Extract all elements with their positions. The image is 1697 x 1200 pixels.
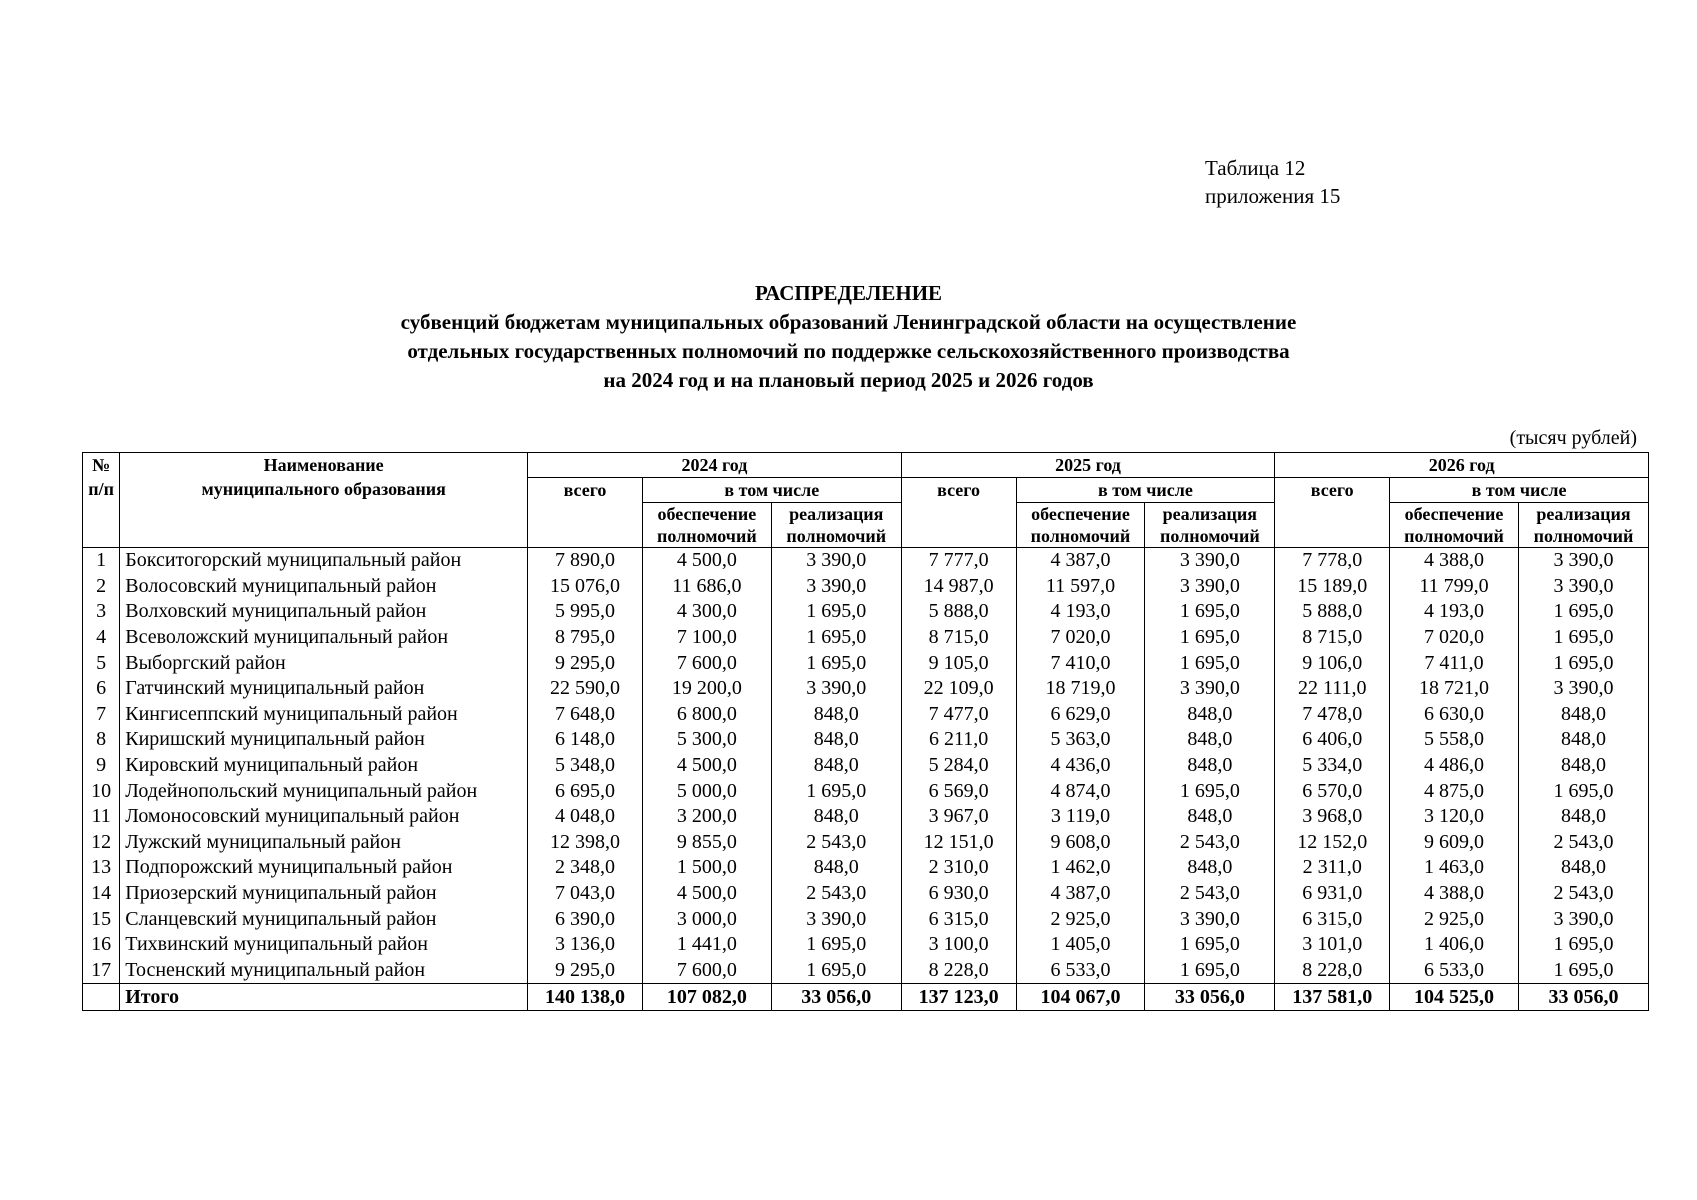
row-value-cell: 5 000,0 [642,778,771,804]
row-value-cell: 12 398,0 [528,830,643,856]
row-number: 13 [83,855,120,881]
row-value-cell: 18 721,0 [1390,676,1519,702]
table-row [83,932,1649,958]
row-number: 14 [83,881,120,907]
row-value-cell: 7 020,0 [1390,625,1519,651]
row-value-cell: 6 390,0 [528,906,643,932]
row-value-cell: 1 500,0 [642,855,771,881]
row-value-cell: 4 387,0 [1016,548,1145,574]
row-value-cell: 4 387,0 [1016,881,1145,907]
total-value-cell: 137 581,0 [1275,984,1390,1011]
row-value-cell: 848,0 [771,855,901,881]
table-body [83,548,1649,1011]
row-value-cell: 1 695,0 [771,778,901,804]
row-value-cell: 1 441,0 [642,932,771,958]
header-year-2025: 2025 год [901,453,1275,478]
row-value-cell: 7 477,0 [901,702,1016,728]
row-municipality-name: Выборгский район [120,650,528,676]
row-value-cell: 848,0 [1518,702,1648,728]
header-number: № п/п [83,453,120,548]
row-value-cell: 4 048,0 [528,804,643,830]
row-value-cell: 3 390,0 [771,676,901,702]
row-municipality-name: Всеволожский муниципальный район [120,625,528,651]
row-value-cell: 3 390,0 [771,906,901,932]
row-value-cell: 5 284,0 [901,753,1016,779]
header-total-2025: всего [901,478,1016,548]
table-row [83,727,1649,753]
distribution-table [82,452,1649,1011]
row-value-cell: 5 888,0 [901,599,1016,625]
header-year-2026: 2026 год [1275,453,1649,478]
row-value-cell: 1 695,0 [771,625,901,651]
header-realization-2024: реализация полномочий [771,503,901,548]
row-municipality-name: Тихвинский муниципальный район [120,932,528,958]
table-row [83,855,1649,881]
row-value-cell: 1 695,0 [771,958,901,984]
header-year-2024: 2024 год [528,453,902,478]
row-value-cell: 4 500,0 [642,881,771,907]
row-value-cell: 3 390,0 [1145,906,1275,932]
header-realization-2025: реализация полномочий [1145,503,1275,548]
row-value-cell: 5 334,0 [1275,753,1390,779]
total-row [83,984,1649,1011]
row-value-cell: 3 390,0 [1518,906,1648,932]
row-value-cell: 7 020,0 [1016,625,1145,651]
row-value-cell: 11 686,0 [642,574,771,600]
table-row [83,676,1649,702]
row-municipality-name: Подпорожский муниципальный район [120,855,528,881]
row-value-cell: 3 968,0 [1275,804,1390,830]
row-value-cell: 6 315,0 [901,906,1016,932]
row-municipality-name: Кингисеппский муниципальный район [120,702,528,728]
row-value-cell: 6 629,0 [1016,702,1145,728]
table-row [83,702,1649,728]
table-row [83,574,1649,600]
row-number: 15 [83,906,120,932]
row-value-cell: 6 930,0 [901,881,1016,907]
row-value-cell: 11 597,0 [1016,574,1145,600]
row-value-cell: 6 148,0 [528,727,643,753]
row-value-cell: 2 348,0 [528,855,643,881]
row-value-cell: 8 795,0 [528,625,643,651]
row-value-cell: 7 600,0 [642,650,771,676]
header-provision-2025: обеспечение полномочий [1016,503,1145,548]
row-value-cell: 5 558,0 [1390,727,1519,753]
header-total-2026: всего [1275,478,1390,548]
row-value-cell: 5 363,0 [1016,727,1145,753]
appendix-reference [1205,154,1340,210]
row-value-cell: 848,0 [771,727,901,753]
row-value-cell: 8 715,0 [901,625,1016,651]
total-value-cell: 33 056,0 [1518,984,1648,1011]
row-value-cell: 15 189,0 [1275,574,1390,600]
total-value-cell: 140 138,0 [528,984,643,1011]
row-value-cell: 848,0 [1145,855,1275,881]
row-value-cell: 6 695,0 [528,778,643,804]
row-municipality-name: Киришский муниципальный район [120,727,528,753]
total-value-cell: 104 067,0 [1016,984,1145,1011]
row-value-cell: 19 200,0 [642,676,771,702]
row-value-cell: 3 000,0 [642,906,771,932]
row-value-cell: 9 105,0 [901,650,1016,676]
row-municipality-name: Волосовский муниципальный район [120,574,528,600]
row-value-cell: 1 406,0 [1390,932,1519,958]
row-value-cell: 5 348,0 [528,753,643,779]
row-value-cell: 8 228,0 [901,958,1016,984]
row-value-cell: 6 630,0 [1390,702,1519,728]
table-row [83,830,1649,856]
total-value-cell: 104 525,0 [1390,984,1519,1011]
row-municipality-name: Гатчинский муниципальный район [120,676,528,702]
row-value-cell: 1 463,0 [1390,855,1519,881]
row-value-cell: 3 101,0 [1275,932,1390,958]
row-value-cell: 9 295,0 [528,958,643,984]
row-value-cell: 3 967,0 [901,804,1016,830]
row-value-cell: 1 695,0 [1145,958,1275,984]
row-value-cell: 2 543,0 [1518,881,1648,907]
row-value-cell: 2 310,0 [901,855,1016,881]
row-value-cell: 8 715,0 [1275,625,1390,651]
row-municipality-name: Ломоносовский муниципальный район [120,804,528,830]
row-value-cell: 6 569,0 [901,778,1016,804]
row-value-cell: 1 695,0 [771,599,901,625]
row-value-cell: 848,0 [1518,727,1648,753]
row-value-cell: 4 875,0 [1390,778,1519,804]
row-number: 9 [83,753,120,779]
row-number: 16 [83,932,120,958]
row-value-cell: 6 931,0 [1275,881,1390,907]
row-value-cell: 9 106,0 [1275,650,1390,676]
row-value-cell: 5 995,0 [528,599,643,625]
row-value-cell: 1 695,0 [1145,650,1275,676]
row-value-cell: 6 533,0 [1390,958,1519,984]
row-value-cell: 848,0 [771,804,901,830]
row-value-cell: 2 925,0 [1390,906,1519,932]
row-value-cell: 6 406,0 [1275,727,1390,753]
total-value-cell: 137 123,0 [901,984,1016,1011]
row-value-cell: 1 695,0 [1145,625,1275,651]
row-value-cell: 1 695,0 [1145,599,1275,625]
row-value-cell: 4 388,0 [1390,548,1519,574]
header-name: Наименование муниципального образования [120,453,528,548]
row-value-cell: 848,0 [1518,753,1648,779]
header-including-2025: в том числе [1016,478,1275,503]
row-value-cell: 1 695,0 [1518,599,1648,625]
row-value-cell: 7 890,0 [528,548,643,574]
table-row [83,548,1649,574]
row-value-cell: 2 543,0 [1518,830,1648,856]
row-value-cell: 1 695,0 [1518,958,1648,984]
table-row [83,599,1649,625]
row-value-cell: 1 405,0 [1016,932,1145,958]
row-value-cell: 1 695,0 [771,650,901,676]
row-value-cell: 3 390,0 [771,574,901,600]
row-value-cell: 9 855,0 [642,830,771,856]
row-value-cell: 1 695,0 [1145,778,1275,804]
row-value-cell: 7 648,0 [528,702,643,728]
total-value-cell: 107 082,0 [642,984,771,1011]
row-value-cell: 4 193,0 [1016,599,1145,625]
row-value-cell: 6 533,0 [1016,958,1145,984]
table-row [83,804,1649,830]
row-value-cell: 2 311,0 [1275,855,1390,881]
row-value-cell: 7 600,0 [642,958,771,984]
row-value-cell: 22 111,0 [1275,676,1390,702]
row-value-cell: 4 300,0 [642,599,771,625]
row-value-cell: 4 874,0 [1016,778,1145,804]
row-municipality-name: Лужский муниципальный район [120,830,528,856]
row-value-cell: 4 486,0 [1390,753,1519,779]
row-value-cell: 4 500,0 [642,753,771,779]
row-value-cell: 1 695,0 [1518,650,1648,676]
row-value-cell: 7 043,0 [528,881,643,907]
row-value-cell: 3 390,0 [1145,676,1275,702]
row-value-cell: 7 411,0 [1390,650,1519,676]
table-row [83,778,1649,804]
row-municipality-name: Лодейнопольский муниципальный район [120,778,528,804]
row-value-cell: 12 152,0 [1275,830,1390,856]
row-value-cell: 3 200,0 [642,804,771,830]
row-value-cell: 11 799,0 [1390,574,1519,600]
row-value-cell: 3 390,0 [1145,574,1275,600]
row-value-cell: 848,0 [1145,727,1275,753]
row-number: 3 [83,599,120,625]
row-value-cell: 6 315,0 [1275,906,1390,932]
row-value-cell: 4 436,0 [1016,753,1145,779]
title-line-2: субвенций бюджетам муниципальных образований Ленинградской области на осуществление [400,310,1297,334]
row-value-cell: 12 151,0 [901,830,1016,856]
row-value-cell: 22 109,0 [901,676,1016,702]
row-value-cell: 6 211,0 [901,727,1016,753]
row-value-cell: 848,0 [771,753,901,779]
table-header [83,453,1649,548]
header-provision-2024: обеспечение полномочий [642,503,771,548]
table-row [83,906,1649,932]
row-value-cell: 848,0 [1145,753,1275,779]
row-municipality-name: Бокситогорский муниципальный район [120,548,528,574]
row-value-cell: 3 390,0 [1145,548,1275,574]
row-value-cell: 2 543,0 [1145,881,1275,907]
row-number: 2 [83,574,120,600]
row-municipality-name: Кировский муниципальный район [120,753,528,779]
row-municipality-name: Тосненский муниципальный район [120,958,528,984]
header-including-2024: в том числе [642,478,901,503]
row-value-cell: 3 390,0 [771,548,901,574]
row-value-cell: 848,0 [1145,804,1275,830]
table-row [83,753,1649,779]
row-value-cell: 3 120,0 [1390,804,1519,830]
row-value-cell: 848,0 [771,702,901,728]
row-value-cell: 18 719,0 [1016,676,1145,702]
row-number: 4 [83,625,120,651]
table-row [83,625,1649,651]
title-heading: РАСПРЕДЕЛЕНИЕ [754,281,943,305]
row-value-cell: 1 695,0 [1145,932,1275,958]
header-total-2024: всего [528,478,643,548]
row-value-cell: 848,0 [1145,702,1275,728]
row-municipality-name: Сланцевский муниципальный район [120,906,528,932]
row-number: 12 [83,830,120,856]
header-provision-2026: обеспечение полномочий [1390,503,1519,548]
total-value-cell: 33 056,0 [771,984,901,1011]
row-value-cell: 1 462,0 [1016,855,1145,881]
row-value-cell: 6 570,0 [1275,778,1390,804]
row-value-cell: 3 390,0 [1518,548,1648,574]
row-value-cell: 1 695,0 [1518,625,1648,651]
row-value-cell: 3 390,0 [1518,574,1648,600]
row-value-cell: 1 695,0 [771,932,901,958]
row-value-cell: 9 609,0 [1390,830,1519,856]
row-number: 5 [83,650,120,676]
row-value-cell: 2 925,0 [1016,906,1145,932]
header-realization-2026: реализация полномочий [1518,503,1648,548]
row-number: 11 [83,804,120,830]
row-value-cell: 2 543,0 [771,881,901,907]
table-row [83,650,1649,676]
row-value-cell: 8 228,0 [1275,958,1390,984]
row-value-cell: 14 987,0 [901,574,1016,600]
row-municipality-name: Приозерский муниципальный район [120,881,528,907]
row-value-cell: 4 500,0 [642,548,771,574]
row-value-cell: 3 390,0 [1518,676,1648,702]
row-number: 7 [83,702,120,728]
appendix-table-label: Таблица 12 [1205,156,1306,180]
row-value-cell: 7 478,0 [1275,702,1390,728]
row-municipality-name: Волховский муниципальный район [120,599,528,625]
row-value-cell: 2 543,0 [1145,830,1275,856]
row-value-cell: 3 119,0 [1016,804,1145,830]
row-value-cell: 848,0 [1518,804,1648,830]
units-label: (тысяч рублей) [1509,427,1637,449]
table-row [83,958,1649,984]
row-value-cell: 7 410,0 [1016,650,1145,676]
row-value-cell: 9 608,0 [1016,830,1145,856]
row-value-cell: 2 543,0 [771,830,901,856]
row-number: 1 [83,548,120,574]
row-number: 6 [83,676,120,702]
row-value-cell: 15 076,0 [528,574,643,600]
row-value-cell: 848,0 [1518,855,1648,881]
row-value-cell: 7 777,0 [901,548,1016,574]
title-line-4: на 2024 год и на плановый период 2025 и 2026 годов [603,368,1094,392]
row-value-cell: 4 193,0 [1390,599,1519,625]
total-label: Итого [120,984,528,1011]
row-number: 8 [83,727,120,753]
total-number-empty [83,984,120,1011]
row-value-cell: 9 295,0 [528,650,643,676]
row-value-cell: 6 800,0 [642,702,771,728]
total-value-cell: 33 056,0 [1145,984,1275,1011]
header-including-2026: в том числе [1390,478,1649,503]
appendix-annex-label: приложения 15 [1205,184,1341,208]
document-title [0,279,1697,395]
title-line-3: отдельных государственных полномочий по поддержке сельскохозяйственного производства [407,339,1290,363]
row-value-cell: 3 136,0 [528,932,643,958]
row-value-cell: 1 695,0 [1518,778,1648,804]
row-number: 17 [83,958,120,984]
table-row [83,881,1649,907]
row-value-cell: 3 100,0 [901,932,1016,958]
row-value-cell: 1 695,0 [1518,932,1648,958]
row-number: 10 [83,778,120,804]
row-value-cell: 7 100,0 [642,625,771,651]
row-value-cell: 22 590,0 [528,676,643,702]
row-value-cell: 5 300,0 [642,727,771,753]
row-value-cell: 4 388,0 [1390,881,1519,907]
row-value-cell: 5 888,0 [1275,599,1390,625]
row-value-cell: 7 778,0 [1275,548,1390,574]
